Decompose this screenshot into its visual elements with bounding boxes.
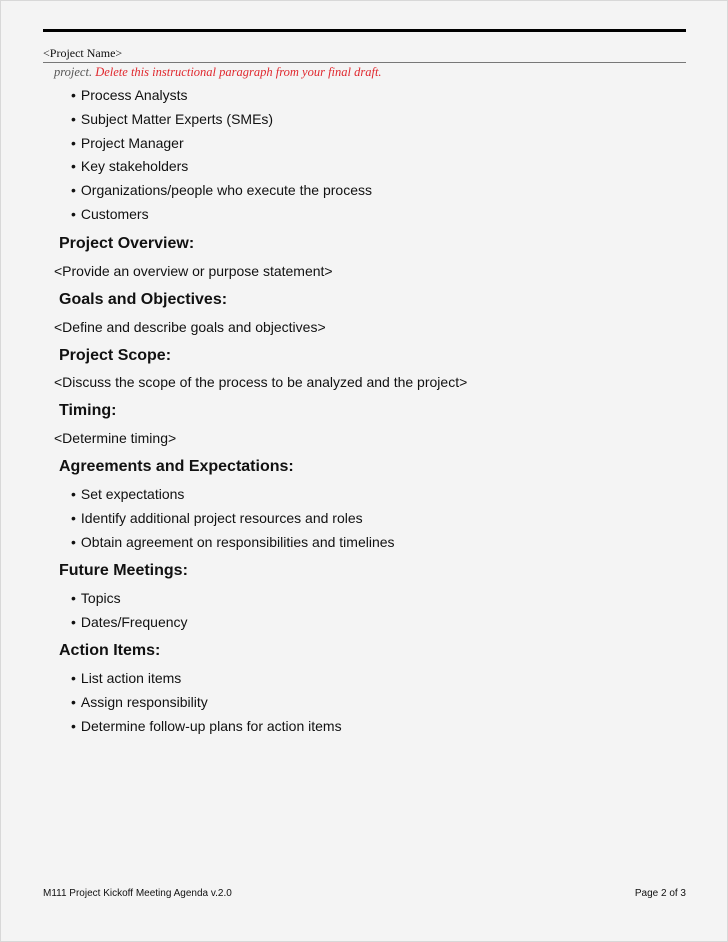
list-item: • Project Manager (71, 135, 184, 151)
list-item: • Customers (71, 206, 149, 222)
list-item: • Subject Matter Experts (SMEs) (71, 111, 273, 127)
instruction-text (54, 65, 382, 80)
list-item: • Assign responsibility (71, 694, 208, 710)
instruction-prefix: project. (54, 65, 93, 79)
section-heading: Project Overview: (59, 235, 195, 252)
section-heading: Action Items: (59, 642, 161, 659)
section-heading: Project Scope: (59, 347, 172, 364)
list-item: • Dates/Frequency (71, 614, 188, 630)
section-heading: Future Meetings: (59, 562, 188, 579)
list-item: • Topics (71, 590, 121, 606)
section-text: <Provide an overview or purpose statement> (54, 263, 333, 279)
list-item: • Organizations/people who execute the process (71, 182, 372, 198)
list-item: • Key stakeholders (71, 158, 188, 174)
header-rule (43, 62, 686, 63)
section-heading: Agreements and Expectations: (59, 458, 294, 475)
header-bar (43, 29, 686, 32)
list-item: • Obtain agreement on responsibilities and timelines (71, 534, 395, 550)
list-item: • Identify additional project resources and roles (71, 510, 363, 526)
section-text: <Discuss the scope of the process to be analyzed and the project> (54, 374, 468, 390)
instruction-note: Delete this instructional paragraph from your final draft. (95, 65, 382, 79)
project-name: <Project Name> (43, 46, 123, 60)
list-item: • Determine follow-up plans for action items (71, 718, 342, 734)
section-text: <Define and describe goals and objectives> (54, 319, 326, 335)
page-number: Page 2 of 3 (634, 888, 686, 899)
list-item: • List action items (71, 670, 181, 686)
section-text: <Determine timing> (54, 430, 177, 446)
footer-title: M111 Project Kickoff Meeting Agenda v.2.0 (43, 888, 232, 899)
section-heading: Timing: (59, 402, 117, 419)
list-item: • Process Analysts (71, 87, 188, 103)
section-heading: Goals and Objectives: (59, 291, 228, 308)
list-item: • Set expectations (71, 486, 184, 502)
